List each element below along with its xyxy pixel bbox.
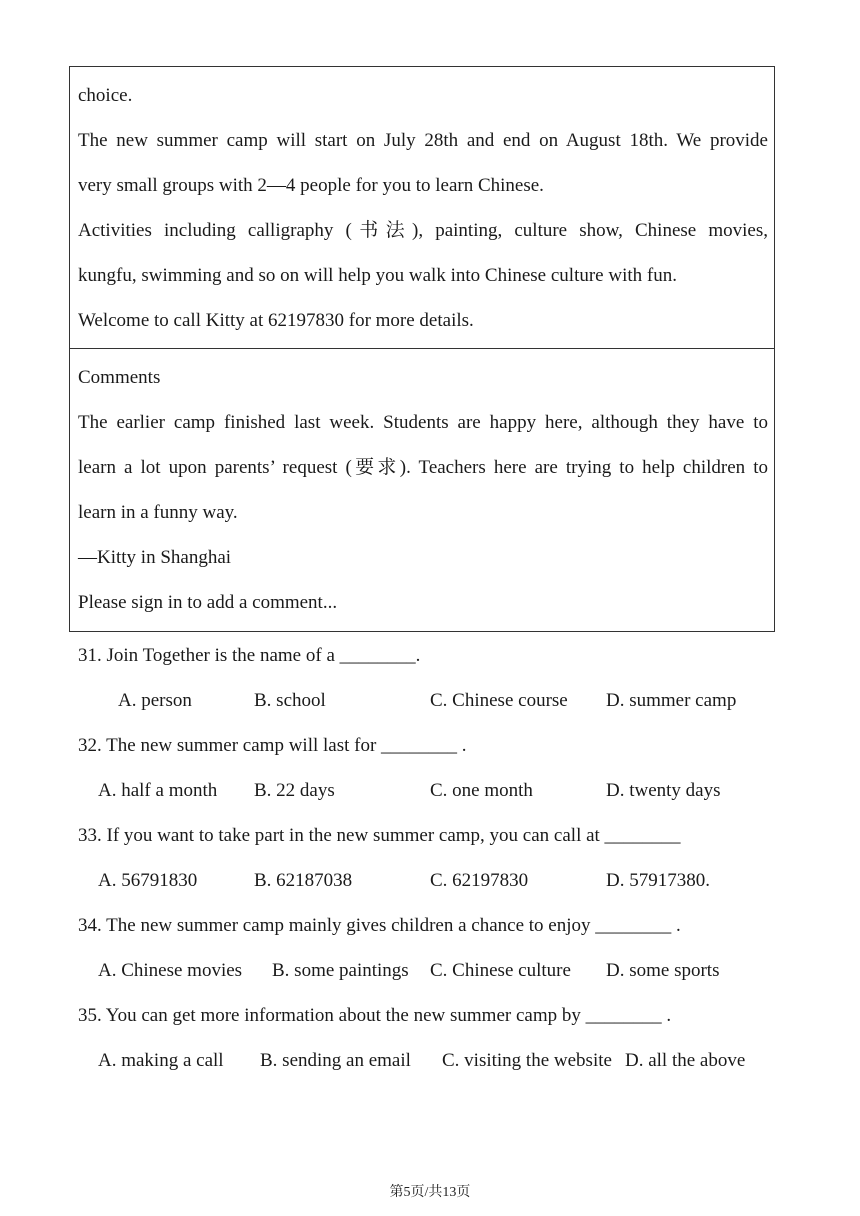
option-35-c[interactable]: C. visiting the website <box>442 1050 612 1071</box>
comment-author: —Kitty in Shanghai <box>78 547 232 568</box>
question-32: 32. The new summer camp will last for ________ . <box>78 735 467 756</box>
passage-line: kungfu, swimming and so on will help you walk into Chinese culture with fun. <box>78 265 677 286</box>
option-32-b[interactable]: B. 22 days <box>254 780 335 801</box>
sign-in-prompt[interactable]: Please sign in to add a comment... <box>78 592 338 613</box>
option-33-a[interactable]: A. 56791830 <box>98 870 198 891</box>
comments-box <box>69 348 775 632</box>
comments-heading: Comments <box>78 367 161 388</box>
option-33-c[interactable]: C. 62197830 <box>430 870 529 891</box>
question-35: 35. You can get more information about the new summer camp by ________ . <box>78 1005 672 1026</box>
option-35-b[interactable]: B. sending an email <box>260 1050 411 1071</box>
option-35-d[interactable]: D. all the above <box>625 1050 746 1071</box>
question-34: 34. The new summer camp mainly gives children a chance to enjoy ________ . <box>78 915 681 936</box>
page-number: 第5页/共13页 <box>389 1185 471 1200</box>
option-34-d[interactable]: D. some sports <box>606 960 720 981</box>
question-31: 31. Join Together is the name of a ________. <box>78 645 421 666</box>
option-31-d[interactable]: D. summer camp <box>606 690 737 711</box>
passage-line: choice. <box>78 85 133 106</box>
option-33-d[interactable]: D. 57917380. <box>606 870 710 891</box>
option-31-b[interactable]: B. school <box>254 690 326 711</box>
option-34-a[interactable]: A. Chinese movies <box>98 960 243 981</box>
comment-line: learn a lot upon parents’ request (要求). Teachers here are trying to help children to <box>78 457 768 478</box>
passage-line: Welcome to call Kitty at 62197830 for more details. <box>78 310 474 331</box>
passage-box <box>69 66 775 349</box>
option-31-a[interactable]: A. person <box>118 690 192 711</box>
comment-line: The earlier camp finished last week. Students are happy here, although they have to <box>78 412 768 433</box>
comment-line: learn in a funny way. <box>78 502 238 523</box>
passage-line: The new summer camp will start on July 28th and end on August 18th. We provide <box>78 130 768 151</box>
option-32-a[interactable]: A. half a month <box>98 780 218 801</box>
option-32-d[interactable]: D. twenty days <box>606 780 721 801</box>
option-31-c[interactable]: C. Chinese course <box>430 690 568 711</box>
passage-line: very small groups with 2—4 people for you to learn Chinese. <box>78 175 544 196</box>
option-33-b[interactable]: B. 62187038 <box>254 870 353 891</box>
option-34-b[interactable]: B. some paintings <box>272 960 409 981</box>
question-33: 33. If you want to take part in the new summer camp, you can call at ________ <box>78 825 681 846</box>
option-34-c[interactable]: C. Chinese culture <box>430 960 571 981</box>
option-35-a[interactable]: A. making a call <box>98 1050 224 1071</box>
option-32-c[interactable]: C. one month <box>430 780 533 801</box>
passage-line: Activities including calligraphy (书法), painting, culture show, Chinese movies, <box>78 220 768 241</box>
